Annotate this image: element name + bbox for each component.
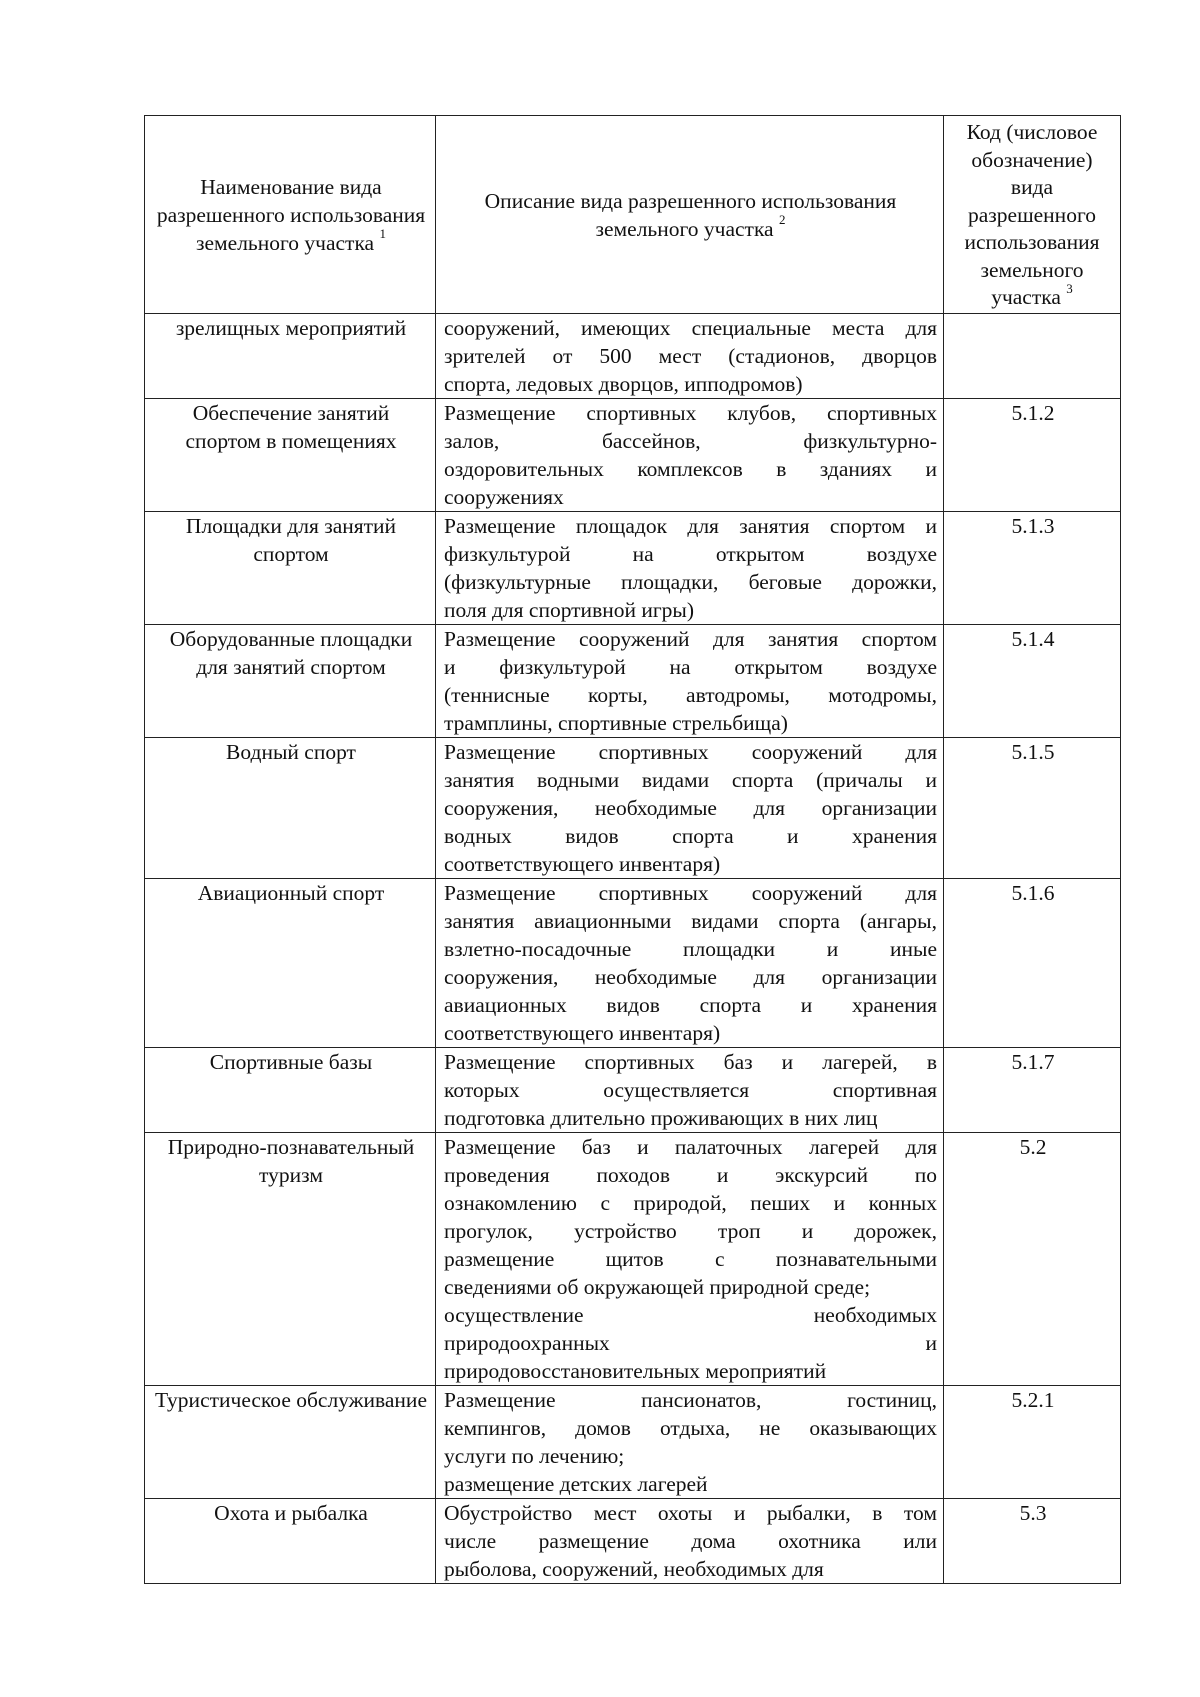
use-description-cell	[436, 512, 944, 625]
description-line: сооружения, необходимые для организации	[444, 796, 937, 820]
use-code-cell	[944, 314, 1121, 399]
description-line: ознакомлению с природой, пеших и конных	[444, 1191, 937, 1215]
header-code-cell	[944, 116, 1121, 314]
use-description-cell	[436, 625, 944, 738]
description-line: Размещение баз и палаточных лагерей для	[444, 1135, 937, 1159]
description-line: занятия авиационными видами спорта (ангары,	[444, 909, 937, 933]
use-name-cell: Оборудованные площадки для занятий спортом	[145, 625, 436, 738]
description-line: проведения походов и экскурсий по	[444, 1163, 937, 1187]
description-line: водных видов спорта и хранения	[444, 824, 937, 848]
description-line: Размещение пансионатов, гостиниц,	[444, 1388, 937, 1412]
table-header-row	[145, 116, 1121, 314]
use-code-cell: 5.1.6	[944, 879, 1121, 1048]
use-description-cell	[436, 1386, 944, 1499]
description-line: спорта, ледовых дворцов, ипподромов)	[444, 372, 803, 396]
description-line: прогулок, устройство троп и дорожек,	[444, 1219, 937, 1243]
use-description-cell	[436, 1499, 944, 1584]
header-name-footnote: 1	[379, 226, 386, 242]
header-code-title: Код (числовое обозначение) вида разрешенного использования земельного участка	[964, 120, 1100, 310]
header-desc-cell	[436, 116, 944, 314]
description-line: соответствующего инвентаря)	[444, 1021, 721, 1045]
description-line: поля для спортивной игры)	[444, 598, 695, 622]
use-name-cell: зрелищных мероприятий	[145, 314, 436, 399]
use-code-cell: 5.2.1	[944, 1386, 1121, 1499]
description-line: сооружениях	[444, 485, 564, 509]
description-line: залов, бассейнов, физкультурно-	[444, 429, 937, 453]
description-line: рыболова, сооружений, необходимых для	[444, 1557, 824, 1581]
use-description-cell	[436, 1133, 944, 1386]
description-line: Размещение спортивных сооружений для	[444, 740, 937, 764]
description-line: осуществление необходимых	[444, 1303, 937, 1327]
description-line: (физкультурные площадки, беговые дорожки,	[444, 570, 937, 594]
header-name-cell	[145, 116, 436, 314]
description-line: Размещение спортивных клубов, спортивных	[444, 401, 937, 425]
description-line: (теннисные корты, автодромы, мотодромы,	[444, 683, 937, 707]
table-row	[145, 738, 1121, 879]
description-line: Размещение спортивных баз и лагерей, в	[444, 1050, 937, 1074]
description-line: занятия водными видами спорта (причалы и	[444, 768, 937, 792]
description-line: природовосстановительных мероприятий	[444, 1359, 827, 1383]
table-row	[145, 879, 1121, 1048]
use-code-cell: 5.1.7	[944, 1048, 1121, 1133]
use-code-cell: 5.1.5	[944, 738, 1121, 879]
description-line: зрителей от 500 мест (стадионов, дворцов	[444, 344, 937, 368]
use-description-cell	[436, 879, 944, 1048]
use-name-cell: Обеспечение занятий спортом в помещениях	[145, 399, 436, 512]
description-line: сооружения, необходимые для организации	[444, 965, 937, 989]
description-line: физкультурой на открытом воздухе	[444, 542, 937, 566]
header-desc-footnote: 2	[778, 212, 786, 228]
table-row	[145, 1386, 1121, 1499]
description-line: Размещение сооружений для занятия спортом	[444, 627, 937, 651]
header-desc-title: Описание вида разрешенного использования земельного участка	[484, 188, 897, 241]
use-description-cell	[436, 314, 944, 399]
use-description-cell	[436, 399, 944, 512]
table-row	[145, 314, 1121, 399]
header-name-title: Наименование вида разрешенного использования земельного участка	[156, 174, 426, 255]
description-line: размещение щитов с познавательными	[444, 1247, 937, 1271]
description-line: числе размещение дома охотника или	[444, 1529, 937, 1553]
description-line: соответствующего инвентаря)	[444, 852, 721, 876]
use-name-cell: Авиационный спорт	[145, 879, 436, 1048]
use-name-cell: Спортивные базы	[145, 1048, 436, 1133]
use-name-cell: Туристическое обслуживание	[145, 1386, 436, 1499]
use-code-cell: 5.3	[944, 1499, 1121, 1584]
table-row	[145, 625, 1121, 738]
description-line: кемпингов, домов отдыха, не оказывающих	[444, 1416, 937, 1440]
table-row	[145, 1499, 1121, 1584]
description-line: авиационных видов спорта и хранения	[444, 993, 937, 1017]
description-line: услуги по лечению;	[444, 1444, 625, 1468]
use-name-cell: Площадки для занятий спортом	[145, 512, 436, 625]
use-description-cell	[436, 1048, 944, 1133]
description-line: сооружений, имеющих специальные места для	[444, 316, 937, 340]
use-code-cell: 5.1.3	[944, 512, 1121, 625]
description-line: и физкультурой на открытом воздухе	[444, 655, 937, 679]
description-line: размещение детских лагерей	[444, 1472, 708, 1496]
use-name-cell: Охота и рыбалка	[145, 1499, 436, 1584]
description-line: Обустройство мест охоты и рыбалки, в том	[444, 1501, 937, 1525]
use-description-cell	[436, 738, 944, 879]
header-code-footnote: 3	[1066, 281, 1073, 297]
use-code-cell: 5.1.2	[944, 399, 1121, 512]
table-row	[145, 512, 1121, 625]
table-row	[145, 1133, 1121, 1386]
description-line: взлетно-посадочные площадки и иные	[444, 937, 937, 961]
use-code-cell: 5.2	[944, 1133, 1121, 1386]
use-name-cell: Природно-познавательный туризм	[145, 1133, 436, 1386]
description-line: Размещение площадок для занятия спортом и	[444, 514, 937, 538]
table-row	[145, 399, 1121, 512]
description-line: которых осуществляется спортивная	[444, 1078, 937, 1102]
land-use-table	[144, 115, 1121, 1584]
use-code-cell: 5.1.4	[944, 625, 1121, 738]
description-line: оздоровительных комплексов в зданиях и	[444, 457, 937, 481]
use-name-cell: Водный спорт	[145, 738, 436, 879]
description-line: сведениями об окружающей природной среде;	[444, 1275, 871, 1299]
description-line: Размещение спортивных сооружений для	[444, 881, 937, 905]
description-line: трамплины, спортивные стрельбища)	[444, 711, 788, 735]
table-row	[145, 1048, 1121, 1133]
description-line: подготовка длительно проживающих в них лиц	[444, 1106, 878, 1130]
description-line: природоохранных и	[444, 1331, 937, 1355]
